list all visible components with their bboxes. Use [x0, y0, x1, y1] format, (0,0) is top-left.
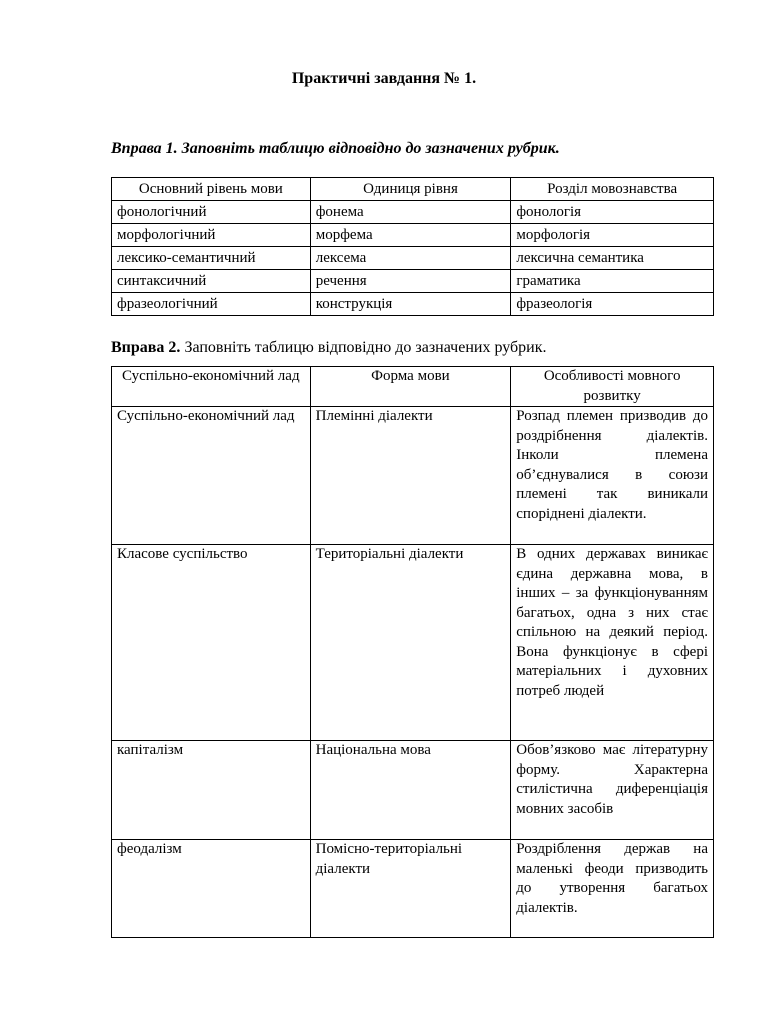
table-row [112, 741, 714, 840]
column-header: Форма мови [310, 367, 511, 407]
exercise1-table [111, 177, 714, 316]
table-row [112, 840, 714, 938]
table-row [112, 545, 714, 741]
table-cell: Помісно-територіальні діалекти [310, 840, 511, 938]
table-cell: лексико-семантичний [112, 247, 311, 270]
column-header: Особливості мовного розвитку [511, 367, 714, 407]
table-cell: Суспільно-економічний лад [112, 407, 311, 545]
table-cell: феодалізм [112, 840, 311, 938]
table-cell: конструкція [310, 293, 511, 316]
table-cell: морфологія [511, 224, 714, 247]
table-row [112, 247, 714, 270]
table-cell: морфологічний [112, 224, 311, 247]
exercise1-heading: Вправа 1. Заповніть таблицю відповідно до зазначених рубрик. [111, 140, 560, 157]
table-cell: морфема [310, 224, 511, 247]
table-cell: граматика [511, 270, 714, 293]
table-header-row [112, 367, 714, 407]
table-cell: фонема [310, 201, 511, 224]
table-cell: речення [310, 270, 511, 293]
table-cell: Територіальні діалекти [310, 545, 511, 741]
table-cell: лексема [310, 247, 511, 270]
exercise2-heading-label: Вправа 2. [111, 339, 181, 356]
table-row [112, 224, 714, 247]
column-header: Суспільно-економічний лад [112, 367, 311, 407]
table-cell: капіталізм [112, 741, 311, 840]
table-cell: Розпад племен призводив до роздрібнення діалектів. Інколи племена об’єднувалися в союзи племені так виникали споріднені діалекти. [511, 407, 714, 545]
table-cell: Національна мова [310, 741, 511, 840]
table-cell: фразеологія [511, 293, 714, 316]
column-header: Основний рівень мови [112, 178, 311, 201]
table-row [112, 201, 714, 224]
table-cell: фразеологічний [112, 293, 311, 316]
column-header: Розділ мовознавства [511, 178, 714, 201]
table-header-row [112, 178, 714, 201]
table-cell: Класове суспільство [112, 545, 311, 741]
table-cell: синтаксичний [112, 270, 311, 293]
exercise2-table [111, 366, 714, 938]
table-cell: фонологічний [112, 201, 311, 224]
column-header: Одиниця рівня [310, 178, 511, 201]
table-row [112, 270, 714, 293]
table-row [112, 293, 714, 316]
table-cell: лексична семантика [511, 247, 714, 270]
table-cell: фонологія [511, 201, 714, 224]
table-row [112, 407, 714, 545]
table-cell: Роздріблення держав на маленькі феоди призводить до утворення багатьох діалектів. [511, 840, 714, 938]
table-cell: В одних державах виникає єдина державна мова, в інших – за функціонуванням багатьох, одна з них стає спільною на деякий період. Вона функціонує в сфері матеріальних і духовних потреб людей [511, 545, 714, 741]
page-title: Практичні завдання № 1. [291, 70, 477, 87]
exercise2-heading [111, 339, 547, 357]
exercise2-heading-text: Заповніть таблицю відповідно до зазначених рубрик. [180, 339, 547, 356]
table-cell: Племінні діалекти [310, 407, 511, 545]
table-cell: Обов’язково має літературну форму. Характерна стилістична диференціація мовних засобів [511, 741, 714, 840]
